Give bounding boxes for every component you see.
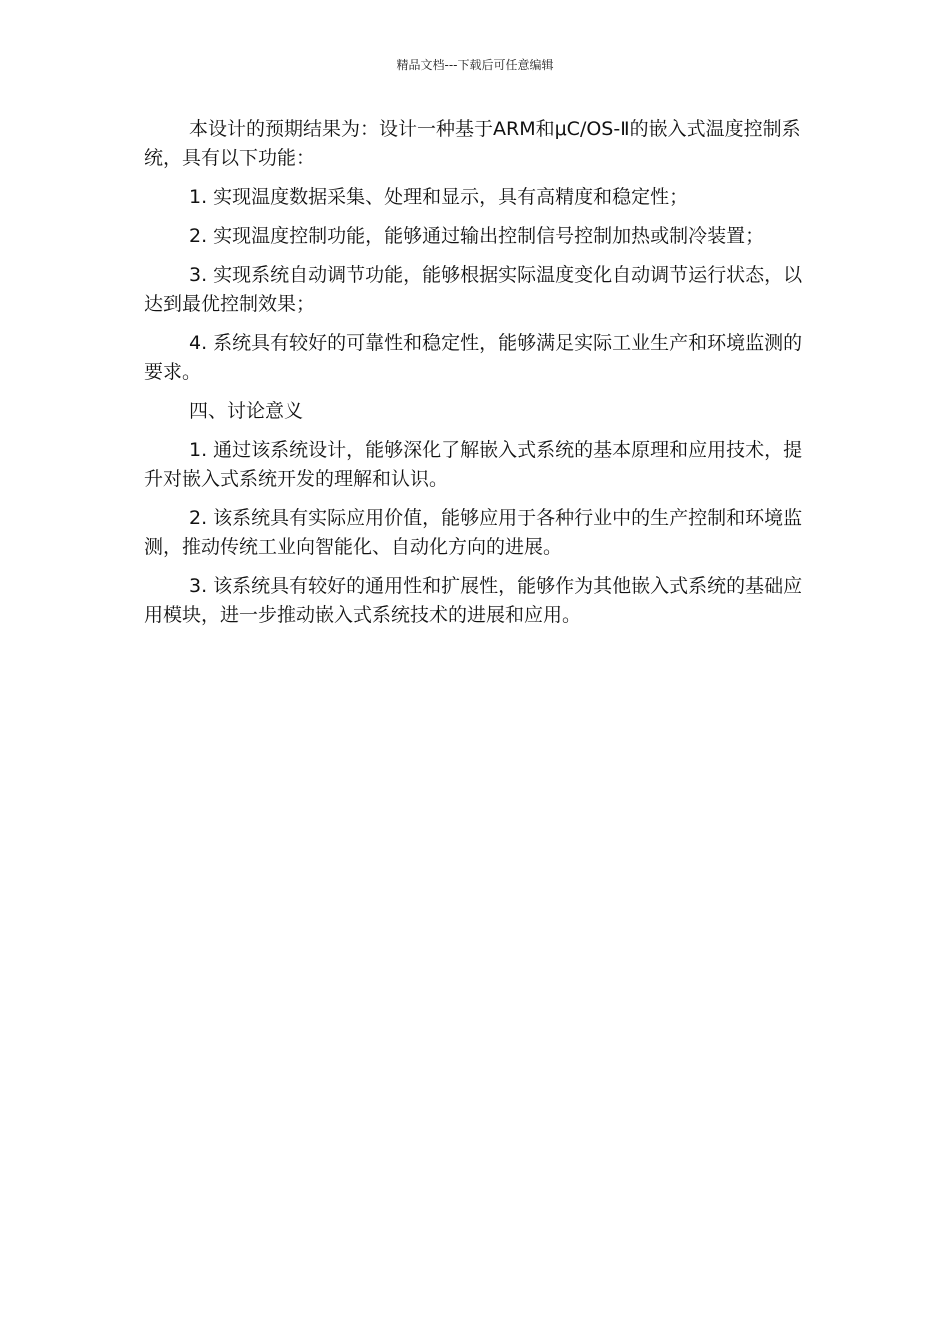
paragraph-significance-3: 3. 该系统具有较好的通用性和扩展性，能够作为其他嵌入式系统的基础应用模块，进一步推动嵌入式系统技术的进展和应用。: [144, 575, 803, 626]
paragraph-function-3: 3. 实现系统自动调节功能，能够根据实际温度变化自动调节运行状态，以达到最优控制效果；: [144, 264, 803, 315]
page-header: 精品文档---下载后可任意编辑: [396, 58, 554, 72]
paragraph-function-1: 1. 实现温度数据采集、处理和显示，具有高精度和稳定性；: [189, 186, 689, 208]
section-heading-discussion: 四、讨论意义: [189, 400, 304, 422]
document-body: [144, 115, 808, 640]
paragraph-expected-results: 本设计的预期结果为：设计一种基于ARM和μC/OS-Ⅱ的嵌入式温度控制系统，具有以下功能：: [144, 118, 801, 169]
paragraph-significance-2: 2. 该系统具有实际应用价值，能够应用于各种行业中的生产控制和环境监测，推动传统工业向智能化、自动化方向的进展。: [144, 507, 803, 558]
paragraph-function-4: 4. 系统具有较好的可靠性和稳定性，能够满足实际工业生产和环境监测的要求。: [144, 332, 803, 383]
paragraph-function-2: 2. 实现温度控制功能，能够通过输出控制信号控制加热或制冷装置；: [189, 225, 765, 247]
paragraph-significance-1: 1. 通过该系统设计，能够深化了解嵌入式系统的基本原理和应用技术，提升对嵌入式系统开发的理解和认识。: [144, 439, 803, 490]
